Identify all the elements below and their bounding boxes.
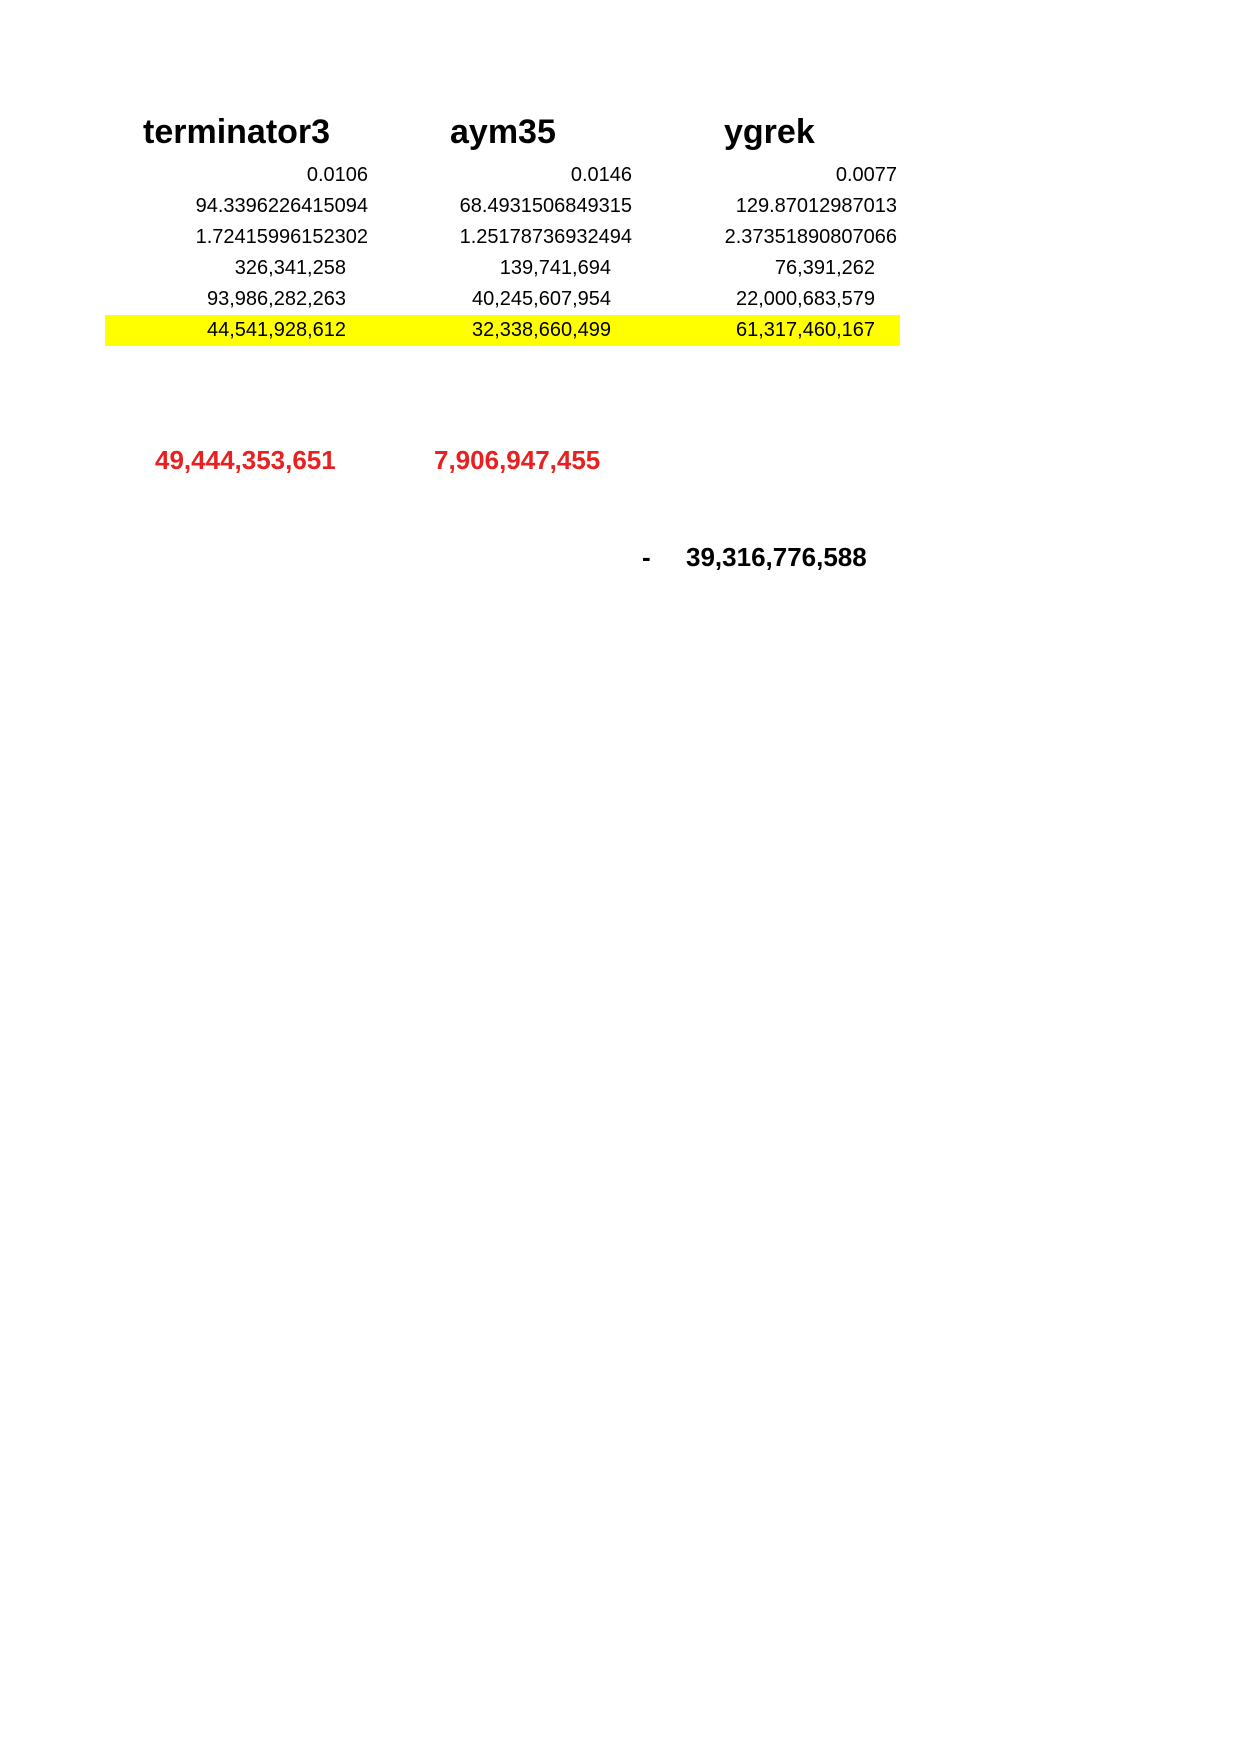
cell-ygrek: 22,000,683,579 bbox=[735, 288, 875, 310]
cell-terminator3: 326,341,258 bbox=[234, 257, 346, 279]
column-header-ygrek: ygrek bbox=[724, 113, 815, 151]
final-total: 39,316,776,588 bbox=[686, 542, 867, 572]
highlighted-table-row bbox=[105, 315, 900, 346]
cell-aym35: 32,338,660,499 bbox=[471, 319, 611, 341]
cell-aym35: 40,245,607,954 bbox=[471, 288, 611, 310]
final-sign: - bbox=[642, 542, 651, 572]
table-row bbox=[105, 160, 900, 191]
red-total-aym35: 7,906,947,455 bbox=[434, 445, 601, 475]
table-row bbox=[105, 284, 900, 315]
cell-ygrek: 61,317,460,167 bbox=[735, 319, 875, 341]
table-row bbox=[105, 191, 900, 222]
cell-ygrek: 129.87012987013 bbox=[735, 195, 897, 217]
cell-terminator3: 44,541,928,612 bbox=[206, 319, 346, 341]
cell-aym35: 139,741,694 bbox=[499, 257, 611, 279]
cell-aym35: 68.4931506849315 bbox=[459, 195, 632, 217]
cell-terminator3: 94.3396226415094 bbox=[195, 195, 368, 217]
cell-terminator3: 1.72415996152302 bbox=[195, 226, 368, 248]
cell-aym35: 1.25178736932494 bbox=[459, 226, 632, 248]
cell-aym35: 0.0146 bbox=[570, 164, 632, 186]
red-total-terminator3: 49,444,353,651 bbox=[155, 445, 336, 475]
column-header-aym35: aym35 bbox=[450, 113, 556, 151]
table-row bbox=[105, 253, 900, 284]
cell-ygrek: 2.37351890807066 bbox=[724, 226, 897, 248]
cell-terminator3: 0.0106 bbox=[306, 164, 368, 186]
cell-ygrek: 76,391,262 bbox=[774, 257, 875, 279]
cell-ygrek: 0.0077 bbox=[835, 164, 897, 186]
cell-terminator3: 93,986,282,263 bbox=[206, 288, 346, 310]
table-row bbox=[105, 222, 900, 253]
column-header-terminator3: terminator3 bbox=[143, 113, 331, 151]
